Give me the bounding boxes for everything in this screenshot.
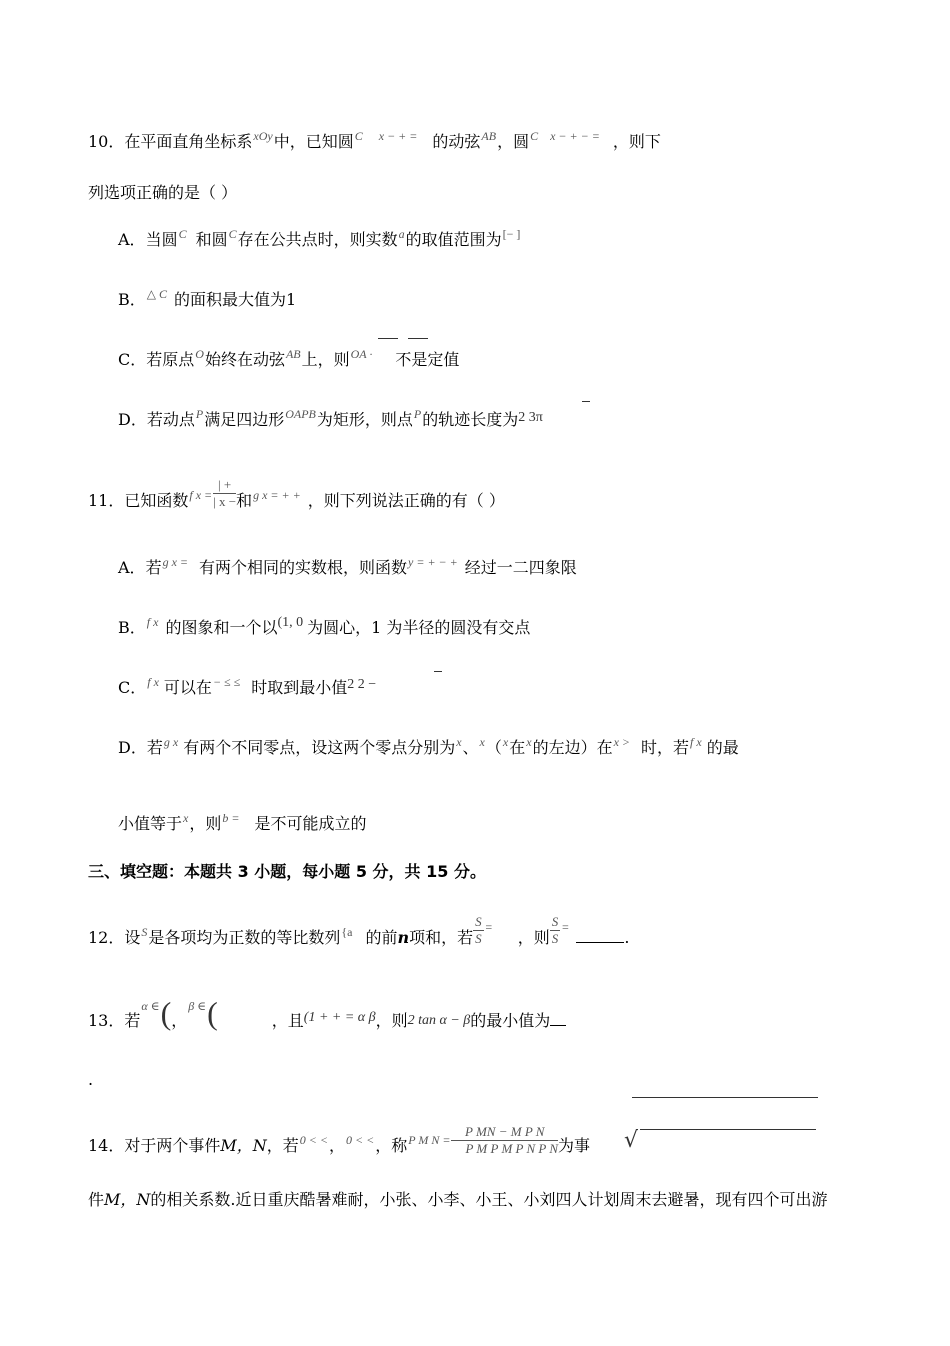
q12-text-6: . (624, 928, 630, 947)
q11-option-d-line-2 (118, 811, 367, 835)
q12-fraction-2 (550, 914, 561, 947)
q14-math-1: 0 < < (299, 1133, 328, 1147)
q11-d-text-5: 在 (509, 738, 526, 757)
q11-option-a (118, 555, 577, 579)
q14-top-rule (632, 1097, 818, 1098)
q10-math-xoy: xOy (253, 129, 273, 143)
q13-answer-blank[interactable] (550, 1011, 566, 1026)
q11-d-text-6: 的左边）在 (532, 738, 613, 757)
q11-d-math-2: x (456, 735, 462, 749)
q10-b-text-1: 的面积最大值为 (174, 290, 287, 309)
q11-option-d (118, 735, 739, 759)
q11-a-math-2: y = + − + (408, 555, 458, 569)
q14-number: 14． (88, 1136, 125, 1155)
q10-stem-3: 的动弦 (432, 132, 481, 151)
q11-b-text-1: 的图象和一个以 (165, 618, 278, 637)
q10-c-vector-arrow-1 (378, 338, 398, 339)
q13-interval-2: ( (207, 995, 218, 1031)
q14-events-mn: M，N (220, 1136, 267, 1155)
q14-events-mn-2: M，N (104, 1190, 151, 1209)
q11-d-text-11: 是不可能成立的 (254, 814, 367, 833)
q13-math-4: 2 tan α − β (407, 1013, 471, 1028)
q11-a-text-1: 若 (145, 558, 162, 577)
q12-n: n (397, 928, 410, 947)
q11-d-math-6: x > (613, 735, 631, 749)
q12-math-2: {a (341, 925, 353, 939)
q10-math-ab: AB (481, 129, 497, 143)
q11-d-math-7: f x (690, 735, 702, 749)
q11-option-c (118, 675, 377, 700)
q12-f2-denominator: S (551, 931, 559, 946)
q11-a-text-2: 有两个相同的实数根，则函数 (199, 558, 408, 577)
q12-f1-equals: = (484, 920, 493, 934)
q10-c-label: C． (118, 350, 147, 369)
q10-d-text-1: 若动点 (146, 410, 195, 429)
q11-b-math-1: f x (146, 615, 159, 629)
q11-d-math-8: x (183, 811, 189, 825)
q10-b-label: B． (118, 290, 146, 309)
q14-text-3: ， (329, 1136, 346, 1155)
q11-math-f-fraction (213, 477, 236, 510)
q11-math-f: f x = (189, 488, 213, 502)
q13-line (88, 995, 566, 1033)
q10-a-text-4: 的取值范围为 (405, 230, 502, 249)
q10-a-text-2: 和圆 (195, 230, 228, 249)
q10-d-math-4: 2 3π (518, 410, 543, 425)
q12-f1-numerator: S (475, 914, 482, 929)
q11-stem-1: 已知函数 (124, 491, 189, 510)
q11-line-1 (88, 477, 505, 518)
q12-f2-numerator: S (551, 914, 559, 929)
q10-line-2 (88, 183, 237, 203)
q10-stem-2: 中，已知圆 (273, 132, 354, 151)
q14-line-2 (88, 1190, 828, 1210)
q11-option-b (118, 615, 531, 640)
q11-d-math-9: b = (222, 811, 240, 825)
q11-c-text-1: 可以在 (163, 678, 212, 697)
q10-number: 10． (88, 132, 125, 151)
q11-c-label: C． (118, 678, 147, 697)
q10-a-math-2: C (228, 227, 237, 241)
q14-text-5: 为事 (558, 1136, 591, 1155)
q10-d-math-1: P (195, 407, 204, 421)
q10-d-math-3: P (413, 407, 422, 421)
q12-f1-denominator: S (475, 931, 482, 946)
q14-line-1 (88, 1124, 591, 1163)
q14-text-1: 对于两个事件 (124, 1136, 221, 1155)
q11-f-numerator: | + (213, 477, 236, 494)
q11-c-math-1: f x (147, 675, 159, 689)
q11-b-text-2: 为圆心，1 为半径的圆没有交点 (307, 618, 531, 637)
q10-math-c1: C (354, 129, 363, 143)
q13-text-4: ，则 (375, 1011, 408, 1030)
q11-b-math-2: (1, 0 (277, 615, 304, 630)
q12-fraction-1 (473, 914, 484, 947)
q12-text-3: 的前 (365, 928, 398, 947)
q11-c-sqrt-bar (434, 671, 442, 672)
q11-d-text-7: 时，若 (641, 738, 690, 757)
q11-f-denominator: | x − (213, 494, 237, 509)
section-3-title: 三、填空题：本题共 3 小题，每小题 5 分，共 15 分。 (88, 862, 486, 881)
q11-math-g: g x = + + (253, 488, 301, 502)
q10-c-math-3: OA · (350, 347, 373, 361)
q11-c-text-2: 时取到最小值 (251, 678, 348, 697)
q10-stem-5: ，则下 (612, 132, 661, 151)
q14-f-numerator: P MN − M P N (451, 1124, 558, 1141)
q12-f2-equals: = (561, 920, 570, 934)
q10-a-math-3: a (398, 227, 405, 241)
q11-a-math-1: g x = (162, 555, 189, 569)
q13-text-3: ，且 (271, 1011, 304, 1030)
q14-sqrt-sign: √ (624, 1128, 639, 1153)
q14-sqrt-bar (640, 1129, 816, 1130)
q12-math-1: S (141, 925, 148, 939)
q13-math-3: (1 + + = α β (303, 1010, 376, 1025)
q11-d-text-2: 有两个不同零点，设这两个零点分别为 (183, 738, 456, 757)
q13-text-5: 的最小值为 (470, 1011, 551, 1030)
q11-d-text-3: 、 (462, 738, 479, 757)
q11-d-math-5: x (526, 735, 532, 749)
q14-f-denominator: P M P M P N P N (465, 1141, 559, 1156)
q13-interval-1: ( (160, 995, 172, 1031)
q12-text-2: 是各项均为正数的等比数列 (148, 928, 341, 947)
q10-b-math-1: △ C (146, 287, 167, 301)
q10-a-math-1: C (178, 227, 187, 241)
q11-d-math-4: x (502, 735, 509, 749)
q13-number: 13． (88, 1011, 125, 1030)
q14-text-4: ，称 (375, 1136, 408, 1155)
q14-math-2: 0 < < (346, 1133, 375, 1147)
q13-text-1: 若 (124, 1011, 141, 1030)
q10-a-math-4: [− ] (502, 227, 521, 241)
q12-answer-blank[interactable] (576, 928, 624, 943)
q11-d-math-3: x (479, 735, 485, 749)
q11-a-text-3: 经过一二四象限 (464, 558, 577, 577)
q10-option-d (118, 407, 543, 432)
q10-line-1 (88, 129, 661, 153)
q10-c-text-3: 上，则 (301, 350, 350, 369)
q14-text-7: 的相关系数.近日重庆酷暑难耐，小张、小李、小王、小刘四人计划周末去避暑，现有四个可出游 (150, 1190, 828, 1209)
q10-math-c1-eq: x − + = (378, 129, 418, 143)
q10-d-text-4: 的轨迹长度为 (422, 410, 519, 429)
q10-c-vector-arrow-2 (408, 338, 428, 339)
q11-d-label: D． (118, 738, 147, 757)
q10-option-a (118, 227, 521, 251)
q10-c-math-2: AB (285, 347, 301, 361)
q10-math-c2: C (530, 129, 539, 143)
q10-d-math-2: OAPB (285, 407, 316, 421)
q14-math-3: P M N = (408, 1133, 451, 1147)
q11-d-text-8: 的最 (706, 738, 739, 757)
q11-number: 11． (88, 491, 125, 510)
q10-stem-4: ，圆 (497, 132, 530, 151)
q10-c-text-4: 不是定值 (395, 350, 460, 369)
q11-b-label: B． (118, 618, 146, 637)
q10-option-b (118, 287, 297, 311)
q11-d-text-10: ，则 (189, 814, 222, 833)
q10-c-math-1: O (195, 347, 204, 361)
q13-math-2: β ∈ (188, 999, 207, 1013)
q10-a-text-3: 存在公共点时，则实数 (237, 230, 398, 249)
q13-trailing-period: . (88, 1070, 94, 1089)
q10-c-text-1: 若原点 (146, 350, 195, 369)
q10-c-text-2: 始终在动弦 (204, 350, 285, 369)
q10-d-text-2: 满足四边形 (204, 410, 285, 429)
q11-c-math-2: − ≤ ≤ (212, 675, 241, 689)
q10-a-text-1: 当圆 (145, 230, 178, 249)
q11-stem-2: 和 (236, 491, 253, 510)
q11-a-label: A． (118, 558, 146, 577)
q12-text-4: 项和，若 (409, 928, 474, 947)
q11-d-text-9: 小值等于 (118, 814, 183, 833)
q10-a-label: A． (118, 230, 146, 249)
q10-stem-6: 列选项正确的是（ ） (88, 183, 238, 202)
q12-number: 12． (88, 928, 125, 947)
q11-d-text-1: 若 (146, 738, 163, 757)
q10-d-sqrt-bar (582, 401, 590, 402)
q13-math-1: α ∈ (141, 999, 160, 1013)
q11-stem-3: ，则下列说法正确的有（ ） (307, 491, 505, 510)
q10-math-c2-eq: x − + − = (550, 129, 600, 143)
q11-d-text-4: （ (485, 738, 502, 757)
q12-line (88, 914, 630, 955)
q10-stem-1: 在平面直角坐标系 (124, 132, 253, 151)
q11-c-math-3: 2 2 − (347, 677, 377, 692)
q10-d-text-3: 为矩形，则点 (316, 410, 413, 429)
q11-d-math-1: g x (163, 735, 179, 749)
q12-text-5: ，则 (517, 928, 550, 947)
q10-option-c (118, 347, 460, 371)
q10-d-label: D． (118, 410, 147, 429)
q14-text-6: 件 (88, 1190, 105, 1209)
q13-text-2: ， (171, 1011, 188, 1030)
q14-correlation-fraction (451, 1124, 558, 1157)
q12-text-1: 设 (124, 928, 141, 947)
q14-text-2: ，若 (266, 1136, 299, 1155)
q10-b-value: 1 (286, 290, 297, 309)
